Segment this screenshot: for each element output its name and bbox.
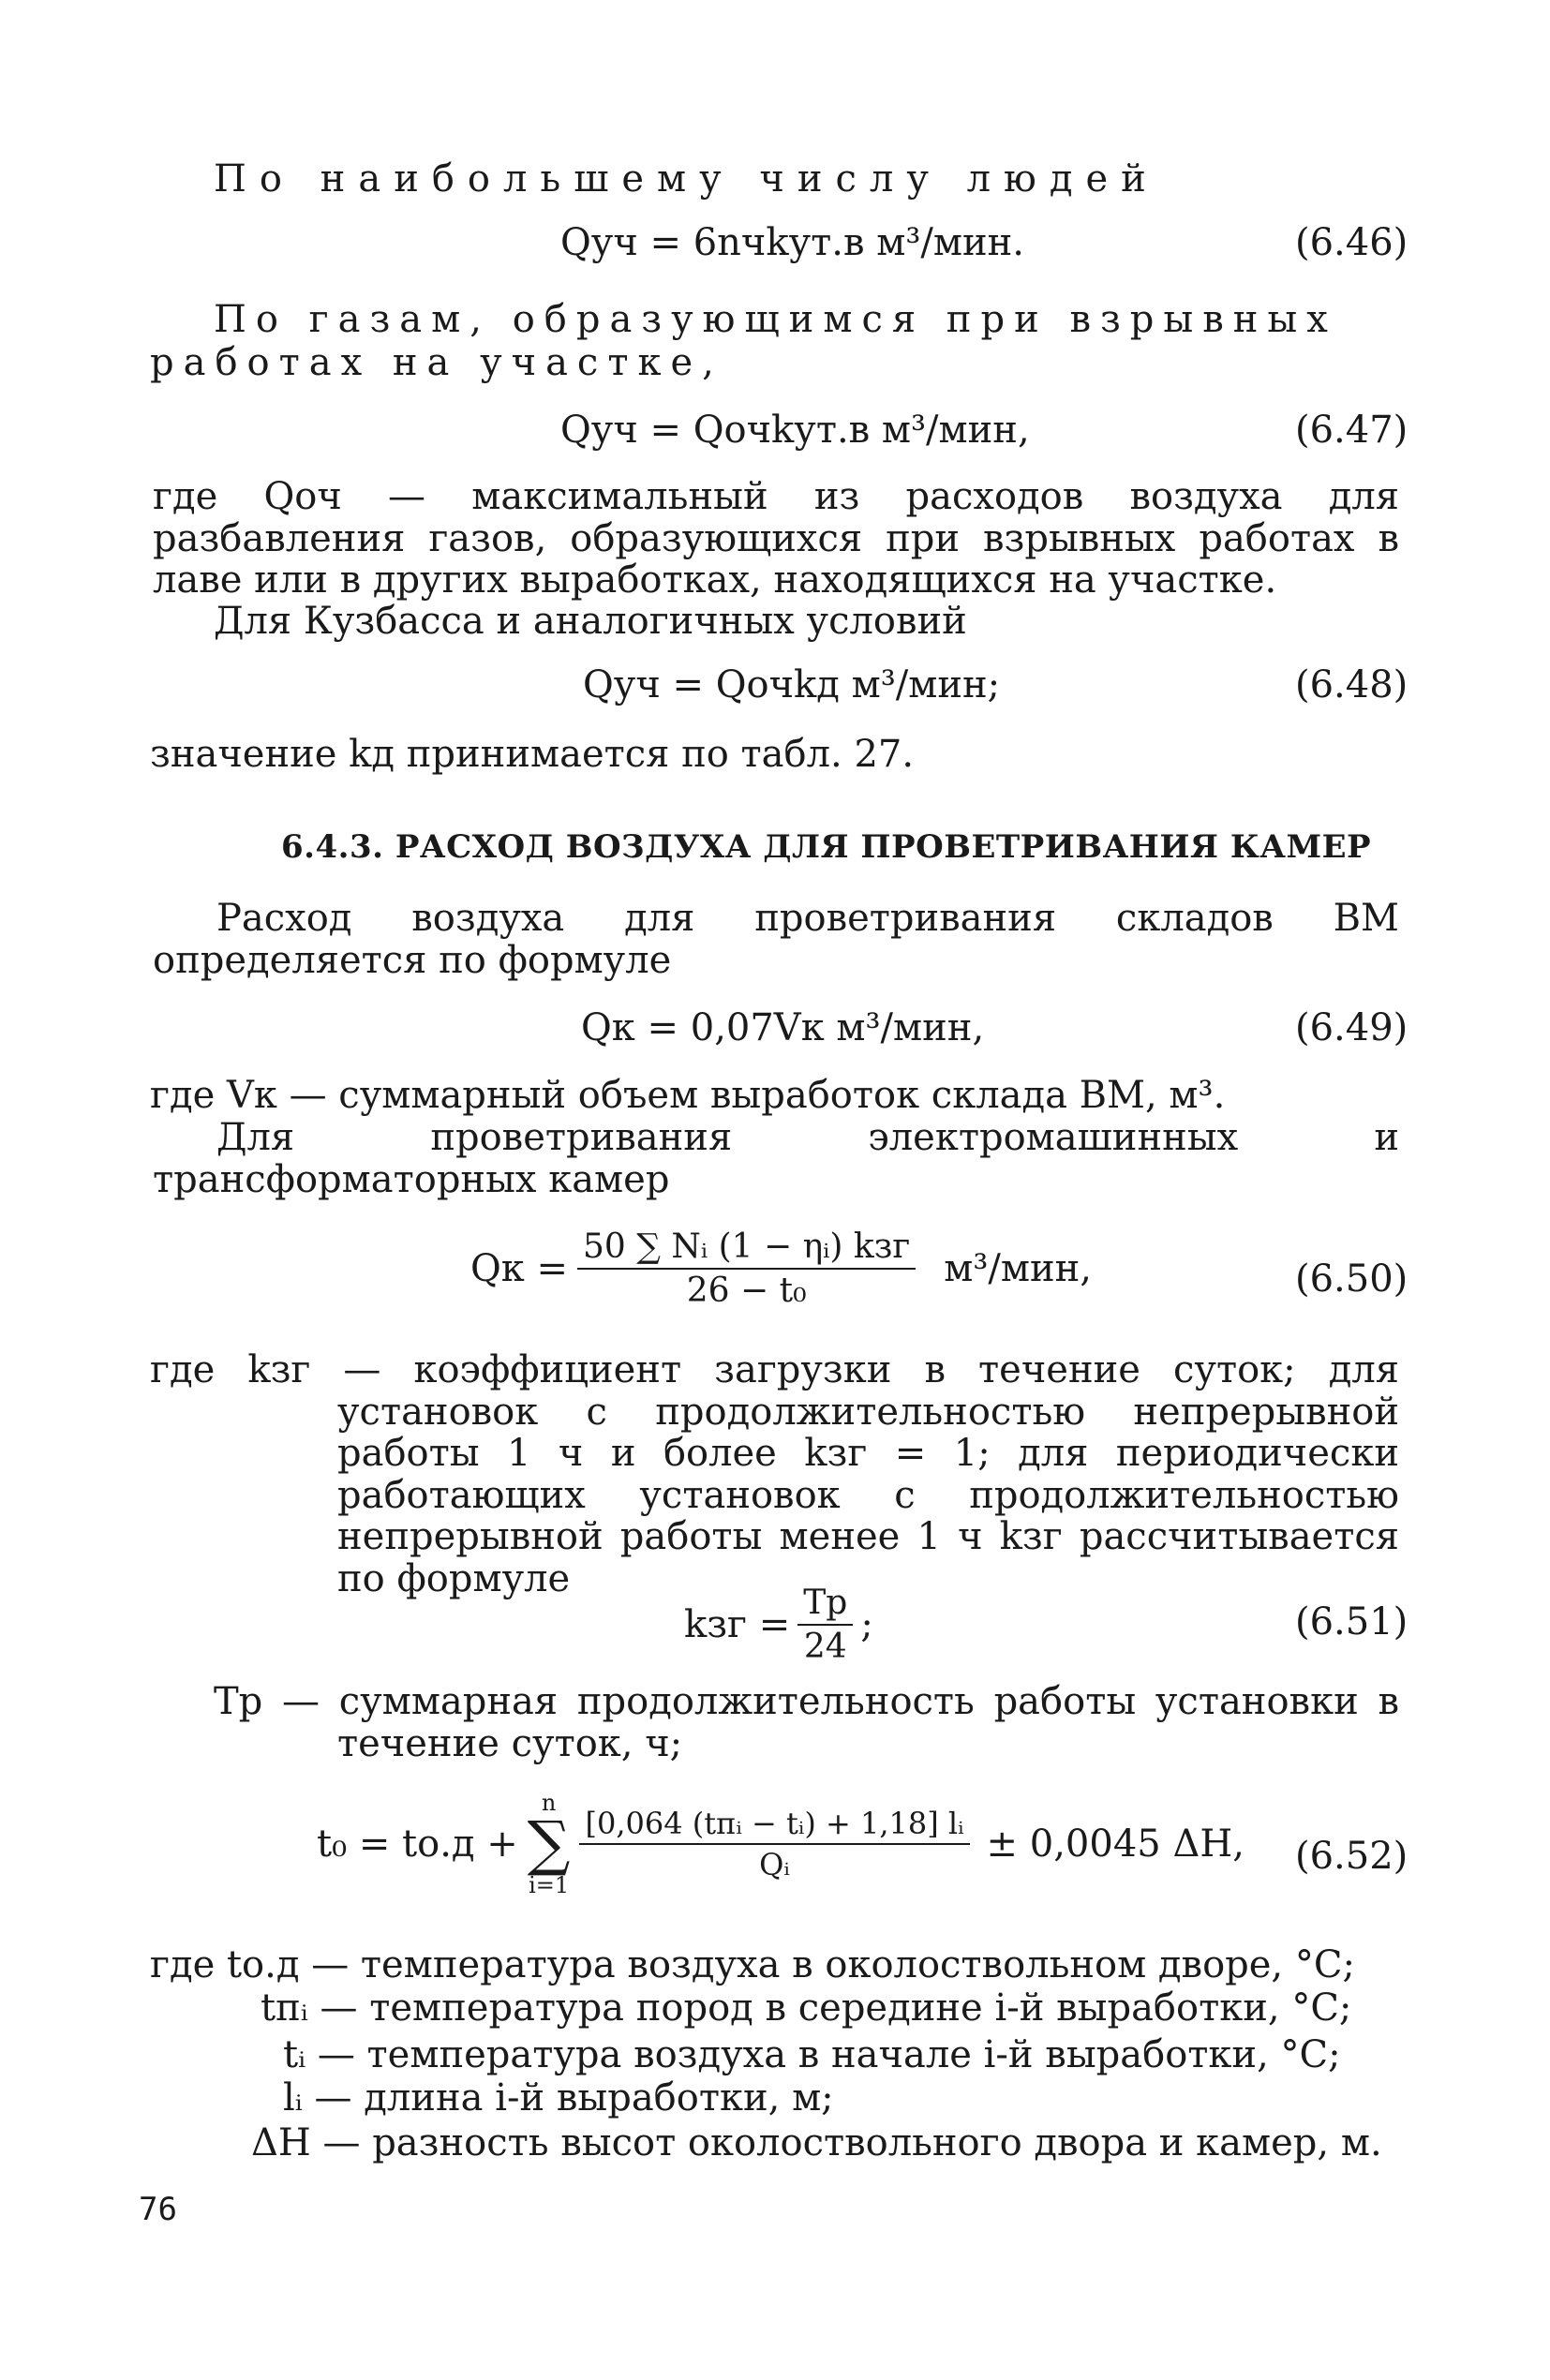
formula-6-50-lhs: Qк = [470, 1247, 569, 1290]
formula-6-51-denominator: 24 [803, 1628, 847, 1666]
text-line-kuzbass: Для Кузбасса и аналогичных условий [214, 600, 967, 643]
formula-6-48: Qуч = Qочkд м³/мин; [583, 663, 1001, 707]
definition-li: lᵢ — длина i-й выработки, м; [283, 2076, 834, 2120]
formula-6-52 [317, 1792, 1244, 1897]
definition-ti: tᵢ — температура воздуха в начале i-й выработки, °C; [283, 2033, 1341, 2076]
formula-6-52-sum-lower: i=1 [529, 1872, 570, 1898]
formula-6-50-fraction [577, 1227, 916, 1310]
text-line-most-people: По наибольшему числу людей [214, 157, 1159, 201]
equation-number-6-48: (6.48) [1295, 663, 1408, 707]
definition-tod: где tо.д — температура воздуха в околоствольном дворе, °C; [150, 1943, 1355, 1986]
definition-dh: ΔH — разность высот околоствольного двора и камер, м. [251, 2121, 1382, 2164]
definition-kzg: где kзг — коэффициент загрузки в течение суток; для установок с продолжительностью непрерывной работы 1 ч и более kзг = 1; для периодически работающих установок с продолжительностью непрерывной работы менее 1 ч kзг рассчитывается по формуле [150, 1348, 1399, 1600]
formula-6-50-denominator: 26 − t₀ [686, 1272, 807, 1310]
formula-6-52-lhs: t₀ = tо.д + [317, 1822, 518, 1866]
definition-tr: Tр — суммарная продолжительность работы установки в течение суток, ч; [214, 1680, 1399, 1765]
formula-6-51-tail: ; [860, 1603, 873, 1646]
sum-sign-icon: ∑ [527, 1809, 571, 1879]
paragraph-sklad: Расход воздуха для проветривания складов ВМ определяется по формуле [153, 897, 1399, 982]
formula-6-52-fraction [579, 1806, 969, 1882]
formula-6-50-numerator: 50 ∑ Nᵢ (1 − ηᵢ) kзг [577, 1227, 916, 1270]
equation-number-6-51: (6.51) [1295, 1600, 1408, 1644]
formula-6-51-fraction [797, 1584, 853, 1666]
equation-number-6-46: (6.46) [1295, 221, 1408, 264]
formula-6-52-sum [528, 1792, 571, 1897]
definition-tpi: tпᵢ — температура пород в середине i-й выработки, °C; [261, 1986, 1352, 2030]
equation-number-6-47: (6.47) [1295, 409, 1408, 452]
page-number: 76 [139, 2191, 177, 2228]
text-line-gases: По газам, образующимся при взрывных [214, 298, 1337, 341]
formula-6-49: Qк = 0,07Vк м³/мин, [581, 1006, 985, 1049]
section-heading: 6.4.3. РАСХОД ВОЗДУХА ДЛЯ ПРОВЕТРИВАНИЯ КАМЕР [281, 828, 1372, 866]
formula-6-52-denominator: Qᵢ [759, 1847, 790, 1882]
equation-number-6-52: (6.52) [1295, 1835, 1408, 1878]
formula-6-52-sum-upper: n [541, 1790, 557, 1816]
formula-6-50 [470, 1227, 1092, 1310]
formula-6-47: Qуч = Qочkут.в м³/мин, [560, 409, 1030, 452]
text-line-works: работах на участке, [150, 341, 723, 384]
paragraph-elektro: Для проветривания электромашинных и трансформаторных камер [153, 1116, 1399, 1201]
formula-6-51 [684, 1584, 873, 1666]
equation-number-6-49: (6.49) [1295, 1006, 1408, 1049]
formula-6-52-tail: ± 0,0045 ΔH, [986, 1822, 1244, 1866]
formula-6-46: Qуч = 6nчkут.в м³/мин. [560, 221, 1024, 264]
paragraph-qoch-definition: где Qоч — максимальный из расходов воздуха для разбавления газов, образующихся при взрывных работах в лаве или в других выработках, находящихся на участке. [153, 475, 1399, 602]
formula-6-52-numerator: [0,064 (tпᵢ − tᵢ) + 1,18] lᵢ [579, 1806, 969, 1845]
text-line-vk-definition: где Vк — суммарный объем выработок склада ВМ, м³. [150, 1074, 1226, 1117]
text-line-kd-table: значение kд принимается по табл. 27. [150, 733, 915, 776]
formula-6-51-lhs: kзг = [684, 1603, 791, 1646]
equation-number-6-50: (6.50) [1295, 1257, 1408, 1301]
formula-6-50-units: м³/мин, [944, 1247, 1093, 1290]
formula-6-51-numerator: Tр [797, 1584, 853, 1626]
